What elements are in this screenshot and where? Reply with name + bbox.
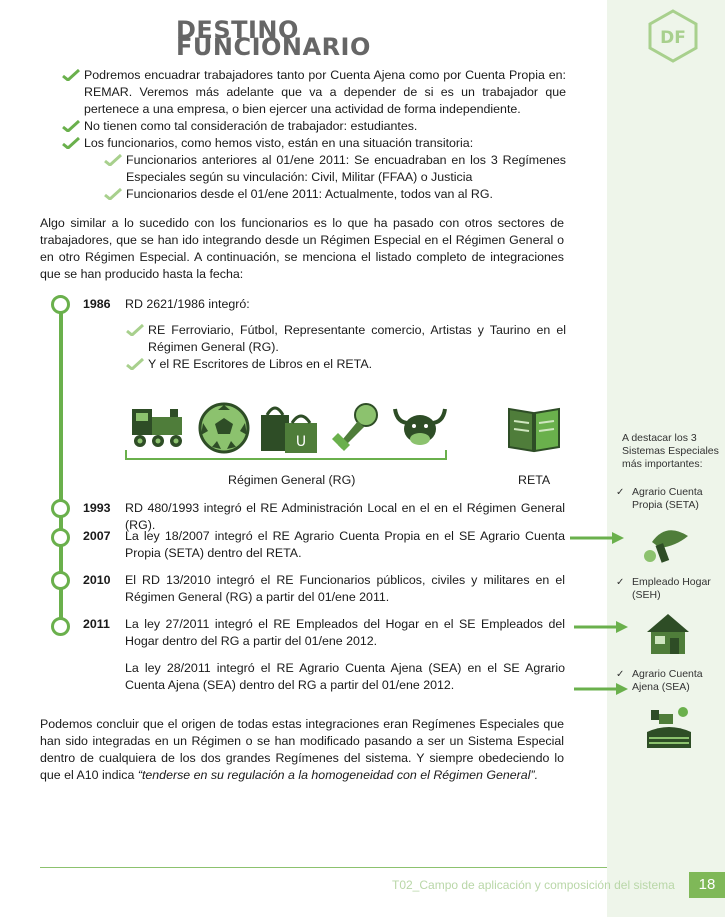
- year-1993: 1993: [83, 501, 111, 515]
- list-item: Podremos encuadrar trabajadores tanto por Cuenta Ajena como por Cuenta Propia en: REMAR. Veremos más adelante que va a depender de si es un trabajador que pertenece a una empresa, o bien ejercer una actividad de forma independiente.: [62, 67, 566, 118]
- svg-text:DF: DF: [660, 28, 686, 48]
- timeline-node: [51, 571, 70, 590]
- check-icon: [126, 358, 144, 370]
- list-item: Los funcionarios, como hemos visto, están en una situación transitoria:: [62, 135, 566, 152]
- soccer-ball-icon: [197, 398, 251, 458]
- check-icon: [62, 69, 80, 81]
- page-number: 18: [689, 872, 725, 898]
- list-item: Y el RE Escritores de Libros en el RETA.: [126, 356, 566, 373]
- timeline-node: [51, 528, 70, 547]
- timeline-node: [51, 499, 70, 518]
- check-icon: ✓: [616, 487, 625, 498]
- conclusion-paragraph: Podemos concluir que el origen de todas estas integraciones eran Regímenes Especiales que han sido integradas en un Régimen o se han modificado pasando a ser un Sistema Especial dentro de cualquiera de los dos grandes Regímenes del sistema. Y siempre obedeciendo lo que el A10 indica “tenderse en su regulación a la homogeneidad con el Régimen General”.: [40, 717, 564, 782]
- label-regimen-general: Régimen General (RG): [228, 473, 356, 487]
- sidebar-item-sea: ✓ Agrario Cuenta Ajena (SEA): [616, 668, 703, 693]
- check-icon: [62, 120, 80, 132]
- book-icon: [505, 398, 563, 458]
- arrow-right-icon: [574, 620, 628, 634]
- check-icon: ✓: [616, 577, 625, 588]
- rg-bracket: [125, 450, 447, 460]
- list-item: RE Ferroviario, Fútbol, Representante comercio, Artistas y Taurino en el Régimen General (RG).: [126, 322, 566, 356]
- df-logo: [647, 8, 699, 64]
- check-icon: [104, 188, 122, 200]
- timeline-node: [51, 617, 70, 636]
- sidebar-item-seta: ✓ Agrario Cuenta Propia (SETA): [616, 486, 703, 511]
- house-icon: [645, 612, 691, 656]
- sidebar-item-seh: ✓ Empleado Hogar (SEH): [616, 576, 711, 601]
- list-item: Funcionarios desde el 01/ene 2011: Actualmente, todos van al RG.: [104, 186, 566, 203]
- svg-text:U: U: [295, 434, 307, 450]
- check-icon: [104, 154, 122, 166]
- label-reta: RETA: [518, 473, 551, 487]
- year-2011: 2011: [83, 617, 110, 631]
- brand-title: DESTINO FUNCIONARIO: [176, 16, 371, 61]
- bullet-list: [62, 67, 566, 203]
- bull-icon: [391, 398, 449, 458]
- timeline-text-2010: El RD 13/2010 integró el RE Funcionarios públicos, civiles y militares en el Régimen General (RG) a partir del 01/ene 2011.: [125, 573, 565, 604]
- timeline-node: [51, 295, 70, 314]
- year-2010: 2010: [83, 573, 111, 587]
- list-item: Funcionarios anteriores al 01/ene 2011: Se encuadraban en los 3 Regímenes Especiales según su vinculación: Civil, Militar (FFAA) o Justicia: [104, 152, 566, 186]
- sub-bullet-list: [62, 152, 566, 203]
- shopping-bag-icon: [259, 398, 321, 458]
- list-item: No tienen como tal consideración de trabajador: estudiantes.: [62, 118, 566, 135]
- year-2007: 2007: [83, 529, 111, 543]
- check-icon: [62, 137, 80, 149]
- sub-bullet-list-1986: [126, 322, 566, 373]
- arrow-right-icon: [570, 531, 624, 545]
- footer-rule: [40, 867, 607, 868]
- sidebar-heading: A destacar los 3 Sistemas Especiales más importantes:: [622, 432, 719, 470]
- intro-paragraph: Algo similar a lo sucedido con los funcionarios es lo que ha pasado con otros sectores de trabajadores, que se han ido integrando desde un Régimen Especial en el Régimen General o en otro Régimen Especial. A continuación, se menciona el listado completo de integraciones que se han producido hasta la fecha:: [40, 216, 564, 281]
- microphone-icon: [328, 398, 384, 458]
- mushroom-icon: [642, 522, 692, 566]
- timeline-text-2011b: La ley 28/2011 integró el RE Agrario Cuenta Ajena (SEA) en el SE Agrario Cuenta Ajena (SEA) dentro del RG a partir del 01/ene 2012.: [125, 661, 565, 692]
- farm-icon: [645, 704, 693, 750]
- check-icon: ✓: [616, 669, 625, 680]
- year-1986: 1986: [83, 297, 111, 311]
- footer-title: T02_Campo de aplicación y composición del sistema: [392, 878, 675, 892]
- timeline-text-1986: RD 2621/1986 integró:: [125, 297, 250, 311]
- timeline-text-1993: RD 480/1993 integró el RE Administración Local en el en el Régimen General (RG).: [125, 501, 565, 532]
- check-icon: [126, 324, 144, 336]
- train-icon: [130, 398, 188, 458]
- timeline-text-2011: La ley 27/2011 integró el RE Empleados del Hogar en el SE Empleados del Hogar dentro del RG a partir del 01/ene 2012.: [125, 617, 565, 648]
- timeline-text-2007: La ley 18/2007 integró el RE Agrario Cuenta Propia en el SE Agrario Cuenta Propia (SETA) dentro del RETA.: [125, 529, 565, 560]
